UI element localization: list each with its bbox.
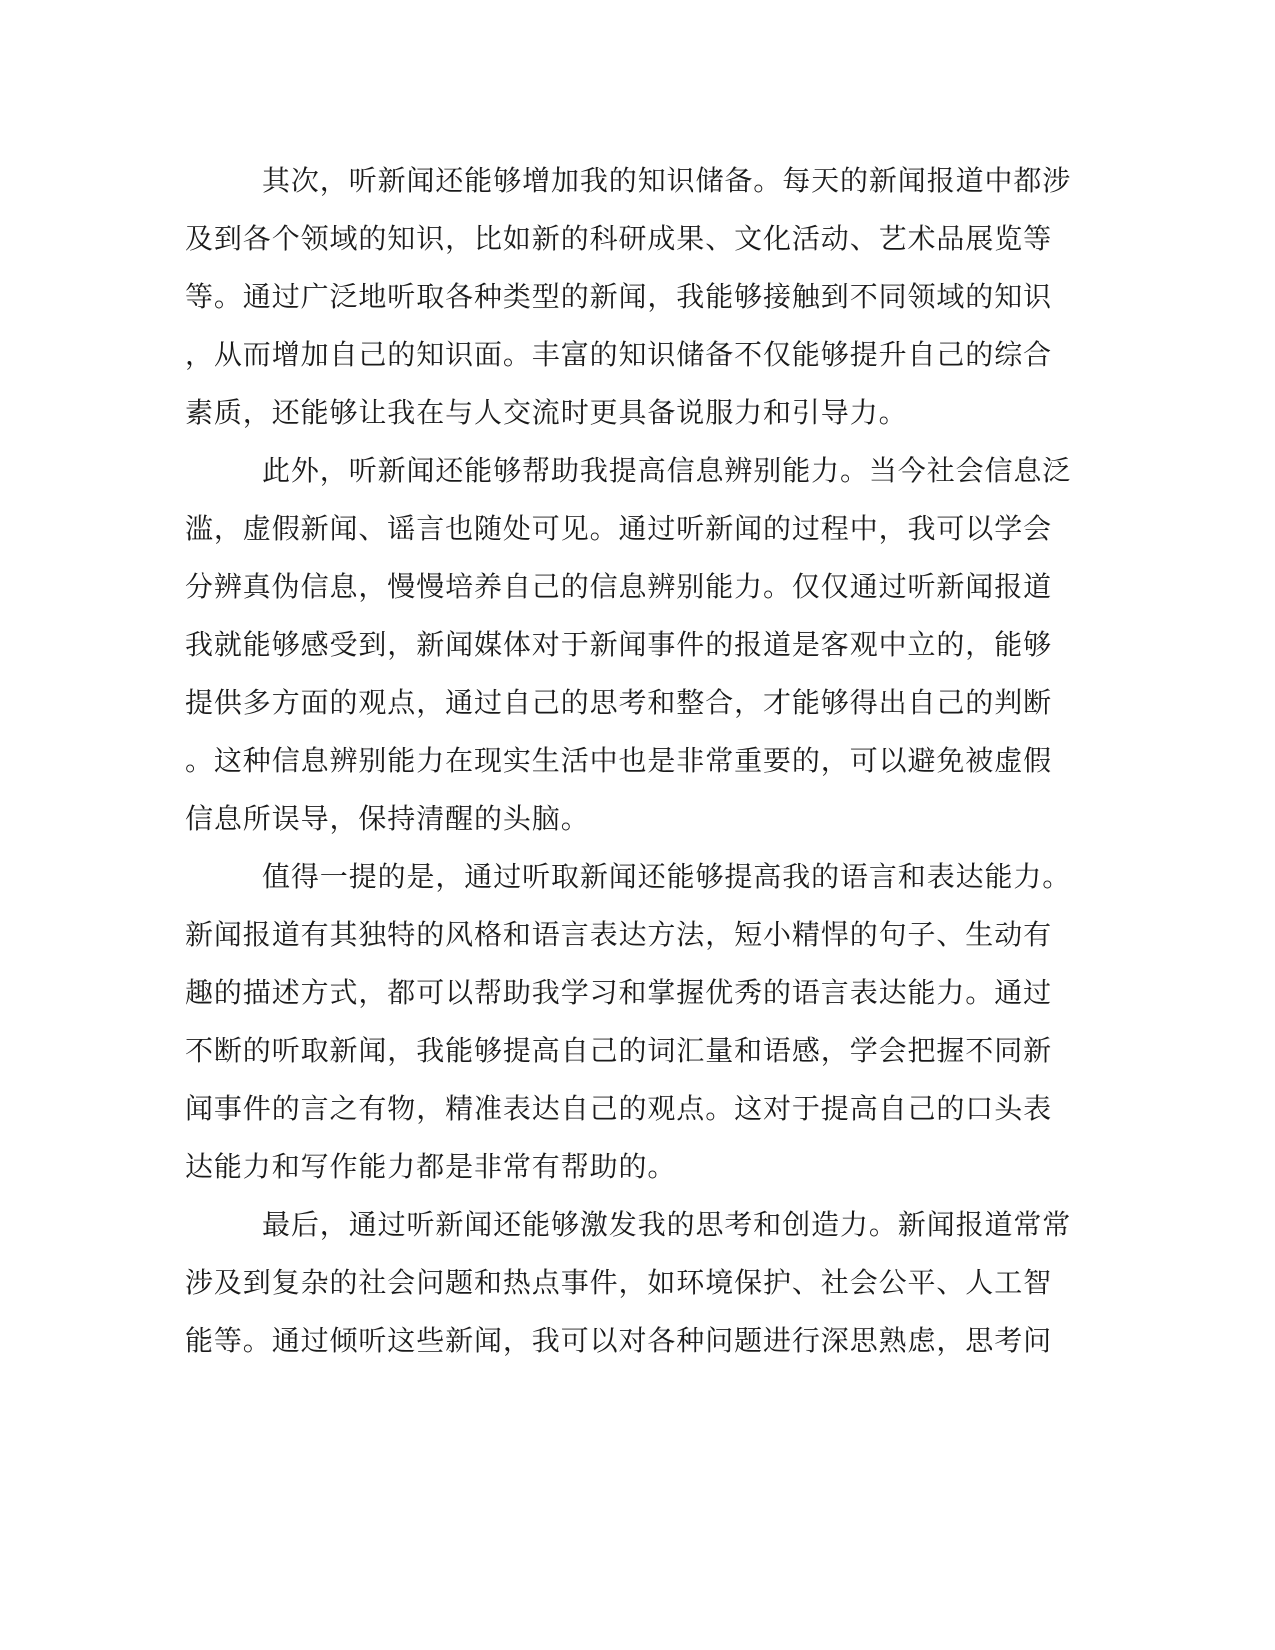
paragraph-4-line: 能等。通过倾听这些新闻，我可以对各种问题进行深思熟虑，思考问 (185, 1324, 1053, 1357)
paragraph-2-line: 。这种信息辨别能力在现实生活中也是非常重要的，可以避免被虚假 (185, 744, 1053, 777)
paragraph-4-line: 涉及到复杂的社会问题和热点事件，如环境保护、社会公平、人工智 (185, 1266, 1053, 1299)
paragraph-2-line: 信息所误导，保持清醒的头脑。 (185, 802, 590, 835)
paragraph-2-line: 我就能够感受到，新闻媒体对于新闻事件的报道是客观中立的，能够 (185, 628, 1053, 661)
paragraph-3-line: 达能力和写作能力都是非常有帮助的。 (185, 1150, 677, 1183)
paragraph-3-line: 闻事件的言之有物，精准表达自己的观点。这对于提高自己的口头表 (185, 1092, 1053, 1125)
paragraph-1-line: ，从而增加自己的知识面。丰富的知识储备不仅能够提升自己的综合 (185, 338, 1053, 371)
paragraph-3-line: 值得一提的是，通过听取新闻还能够提高我的语言和表达能力。 (262, 860, 1072, 893)
paragraph-2-line: 提供多方面的观点，通过自己的思考和整合，才能够得出自己的判断 (185, 686, 1053, 719)
paragraph-2-line: 此外，听新闻还能够帮助我提高信息辨别能力。当今社会信息泛 (262, 454, 1072, 487)
paragraph-2-line: 滥，虚假新闻、谣言也随处可见。通过听新闻的过程中，我可以学会 (185, 512, 1053, 545)
paragraph-3-line: 趣的描述方式，都可以帮助我学习和掌握优秀的语言表达能力。通过 (185, 976, 1053, 1009)
paragraph-1-line: 等。通过广泛地听取各种类型的新闻，我能够接触到不同领域的知识 (185, 280, 1053, 313)
paragraph-1-line: 其次，听新闻还能够增加我的知识储备。每天的新闻报道中都涉 (262, 164, 1072, 197)
paragraph-4-line: 最后，通过听新闻还能够激发我的思考和创造力。新闻报道常常 (262, 1208, 1072, 1241)
paragraph-3-line: 新闻报道有其独特的风格和语言表达方法，短小精悍的句子、生动有 (185, 918, 1053, 951)
paragraph-1-line: 素质，还能够让我在与人交流时更具备说服力和引导力。 (185, 396, 908, 429)
paragraph-2-line: 分辨真伪信息，慢慢培养自己的信息辨别能力。仅仅通过听新闻报道 (185, 570, 1053, 603)
paragraph-1-line: 及到各个领域的知识，比如新的科研成果、文化活动、艺术品展览等 (185, 222, 1053, 255)
paragraph-3-line: 不断的听取新闻，我能够提高自己的词汇量和语感，学会把握不同新 (185, 1034, 1053, 1067)
